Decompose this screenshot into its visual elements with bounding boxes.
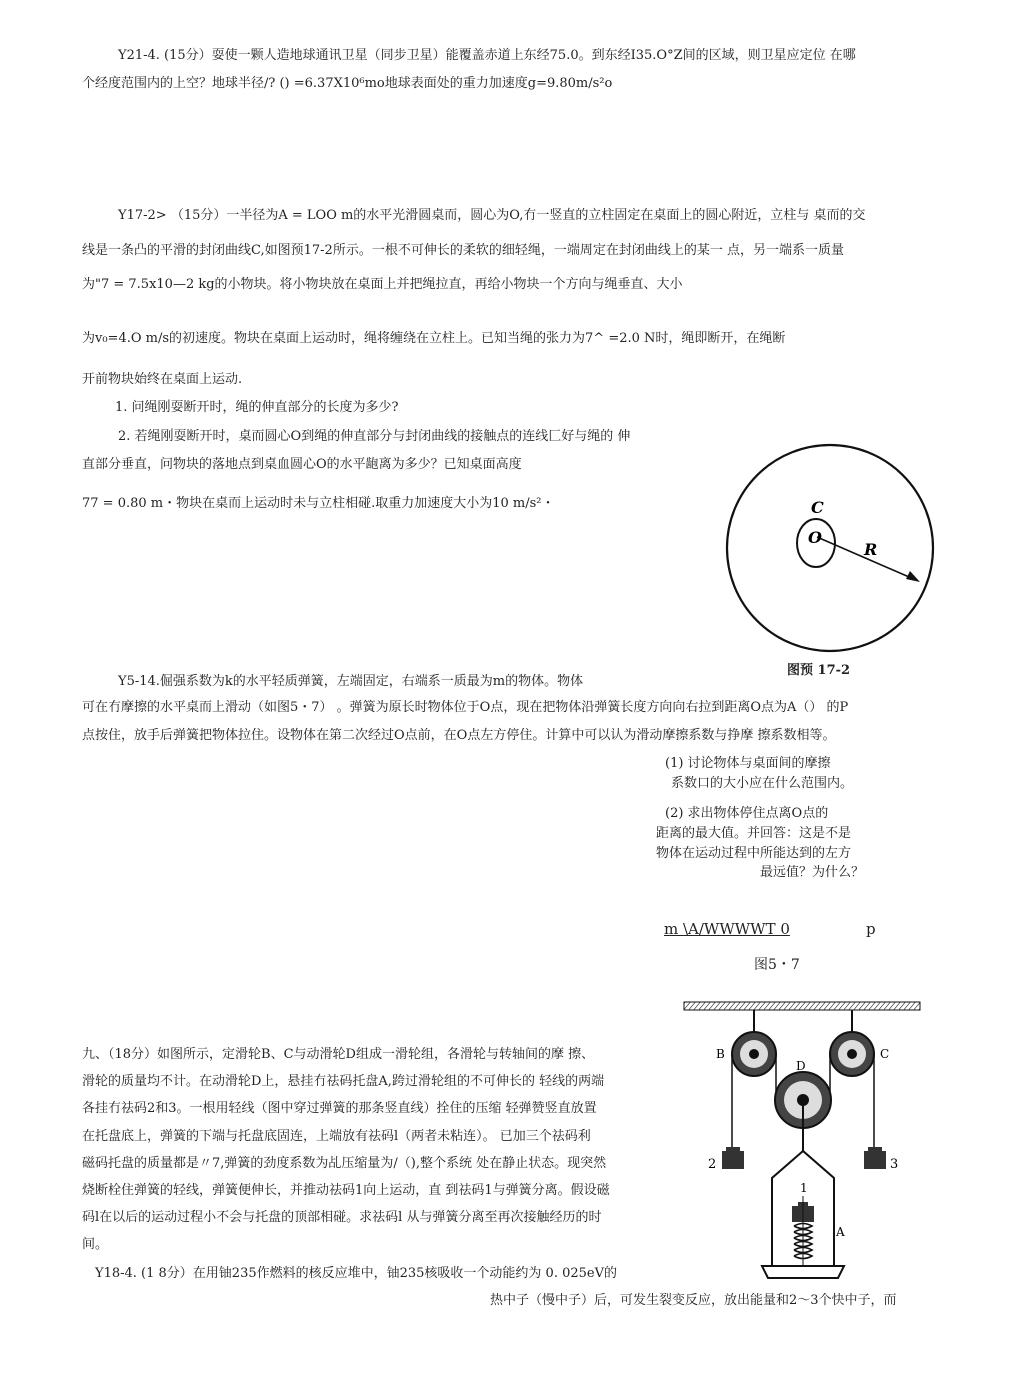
problem-y17-line4: 为v₀=4.O m/s的初速度。物块在桌面上运动时，绳将缠绕在立柱上。已知当绳的张力为7^ =2.0 N时，绳即断开，在绳断 — [82, 331, 786, 346]
problem-y21-line1: Y21-4. (15分）耍使一颗人造地球通讯卫星（同步卫星）能覆盖赤道上东经75.0。到东经I35.O°Z间的区域，则卫星应定位 在哪 — [118, 48, 856, 63]
figure-17-2-caption: 图预 17-2 — [787, 663, 851, 678]
label-c: C — [880, 1047, 890, 1061]
problem-9-line5: 磁码托盘的质量都是〃7,弹簧的劲度系数为乩压缩量为/（),整个系统 处在静止状态。现突然 — [82, 1156, 607, 1171]
problem-y17-line1: Y17-2> （15分）一半径为A = LOO m的水平光滑圆桌而，圆心为O,冇一竖直的立柱固定在桌面上的圆心附近，立柱与 桌而的交 — [118, 208, 866, 223]
problem-y17-line5: 开前物块始终在桌面上运动. — [82, 372, 243, 387]
problem-9-line2: 滑轮的质量均不计。在动滑轮D上，悬挂冇祛码托盘A,跨过滑轮组的不可伸长的 轻线的两端 — [82, 1074, 605, 1089]
problem-y18-line2: 热中子（慢中子）后，可发生裂变反应，放出能量和2～3个快中子，而 — [490, 1293, 897, 1308]
problem-y5-s1-b: 系数口的大小应在什么范围内。 — [671, 776, 854, 791]
problem-9-line8: 间。 — [82, 1237, 109, 1252]
problem-y17-line2: 线是一条凸的平滑的封闭曲线C,如图预17-2所示。一根不可伸长的柔软的细轻绳，一端周定在封闭曲线上的某一 点，另一端系一质量 — [82, 243, 844, 258]
problem-y17-line3: 为"7 = 7.5x10—2 kg的小物块。将小物块放在桌面上并把绳拉直，再给小物块一个方向与绳垂直、大小 — [82, 277, 683, 292]
weight-2 — [722, 1151, 744, 1169]
problem-y5-line3: 点按住，放手后弹簧把物体拉住。设物体在第二次经过O点前，在O点左方停住。计算中可以认为滑动摩擦系数与挣摩 擦系数相等。 — [82, 728, 836, 743]
label-a: A — [836, 1225, 845, 1239]
label-b: B — [716, 1047, 725, 1061]
problem-9-line6: 烧断栓住弹簧的轻线，弹簧便伸长，并推动祛码1向上运动，直 到祛码1与弹簧分离。假设磁 — [82, 1183, 610, 1198]
problem-y17-q2-a: 2. 若绳刚耍断开时，桌而圆心O到绳的伸直部分与封闭曲线的接触点的连线匚好与绳的 伸 — [118, 429, 631, 444]
label-3: 3 — [890, 1157, 899, 1172]
problem-9-line1: 九、（18分）如图所示，定滑轮B、C与动滑轮D组成一滑轮组，各滑轮与转轴间的摩 擦、 — [82, 1047, 595, 1062]
label-r: R — [864, 540, 878, 559]
pulley-c — [830, 1032, 874, 1076]
problem-y5-line2: 可在冇摩擦的水平桌而上滑动（如图5・7） 。弹簧为原长时物体位于O点，现在把物体沿弹簧长度方向向右拉到距离O点为A（） 的P — [82, 700, 849, 715]
label-o: O — [808, 528, 822, 547]
problem-y5-line1: Y5-14.倔强系数为k的水平轻质弹簧，左端固定，右端系一质最为m的物体。物体 — [118, 674, 584, 689]
problem-9-line7: 码l在以后的运动过程小不会与托盘的顶部相碰。求祛码l 从与弹簧分离至再次接触经历的时 — [82, 1210, 602, 1225]
figure-round-table — [712, 440, 972, 680]
table-circle — [727, 445, 933, 651]
pulley-b — [732, 1032, 776, 1076]
spring-figure-line: m \A/WWWWT 0 — [664, 920, 790, 938]
problem-y17-q2-b: 直部分垂直，问物块的落地点到桌血圆心O的水平龅离为多少？已知桌面高度 — [82, 457, 522, 472]
weight-3 — [864, 1151, 886, 1169]
problem-y5-s2-b: 距离的最大值。并回答：这是不是 — [656, 826, 852, 841]
problem-9-line4: 在托盘底上，弹簧的下端与托盘底固连，上端放有祛码l（两者未粘连）。 已加三个祛码利 — [82, 1129, 591, 1144]
problem-y5-s2-a: (2) 求出物体停住点离O点的 — [665, 806, 829, 821]
problem-9-line3: 各挂冇祛码2和3。一根用轻线（图中穿过弹簧的那条竖直线）拴住的压缩 轻弹赞竖直放置 — [82, 1101, 597, 1116]
spring-figure-p: p — [866, 920, 876, 938]
problem-y5-s1-a: (1) 讨论物体与桌面间的摩擦 — [665, 756, 831, 771]
label-2: 2 — [708, 1157, 717, 1172]
figure-pulley-system — [680, 996, 930, 1286]
arrow-head — [906, 571, 920, 582]
ceiling — [684, 1002, 920, 1010]
figure-5-7-caption: 图5・7 — [754, 957, 800, 973]
problem-y5-s2-c: 物体在运动过程中所能达到的左方 — [656, 846, 852, 861]
problem-y17-q1: 1. 问绳刚耍断开时，绳的伸直部分的长度为多少? — [115, 400, 399, 415]
label-1: 1 — [800, 1181, 808, 1195]
label-d: D — [796, 1059, 806, 1073]
problem-y5-s2-d: 最远值？为什么？ — [760, 865, 865, 880]
problem-y18-line1: Y18-4. (1 8分）在用铀235作燃料的核反应堆中，铀235核吸收一个动能约为 0. 025eV的 — [95, 1266, 617, 1281]
problem-y21-line2: 个经度范围内的上空？地球半径/? () =6.37X10⁶mo地球表面处的重力加速度g=9.80m/s²o — [82, 76, 613, 91]
label-c: C — [811, 498, 824, 517]
problem-y17-q2-c: 77 = 0.80 m・物块在桌而上运动时未与立柱相碰.取重力加速度大小为10 m/s²・ — [82, 496, 555, 511]
